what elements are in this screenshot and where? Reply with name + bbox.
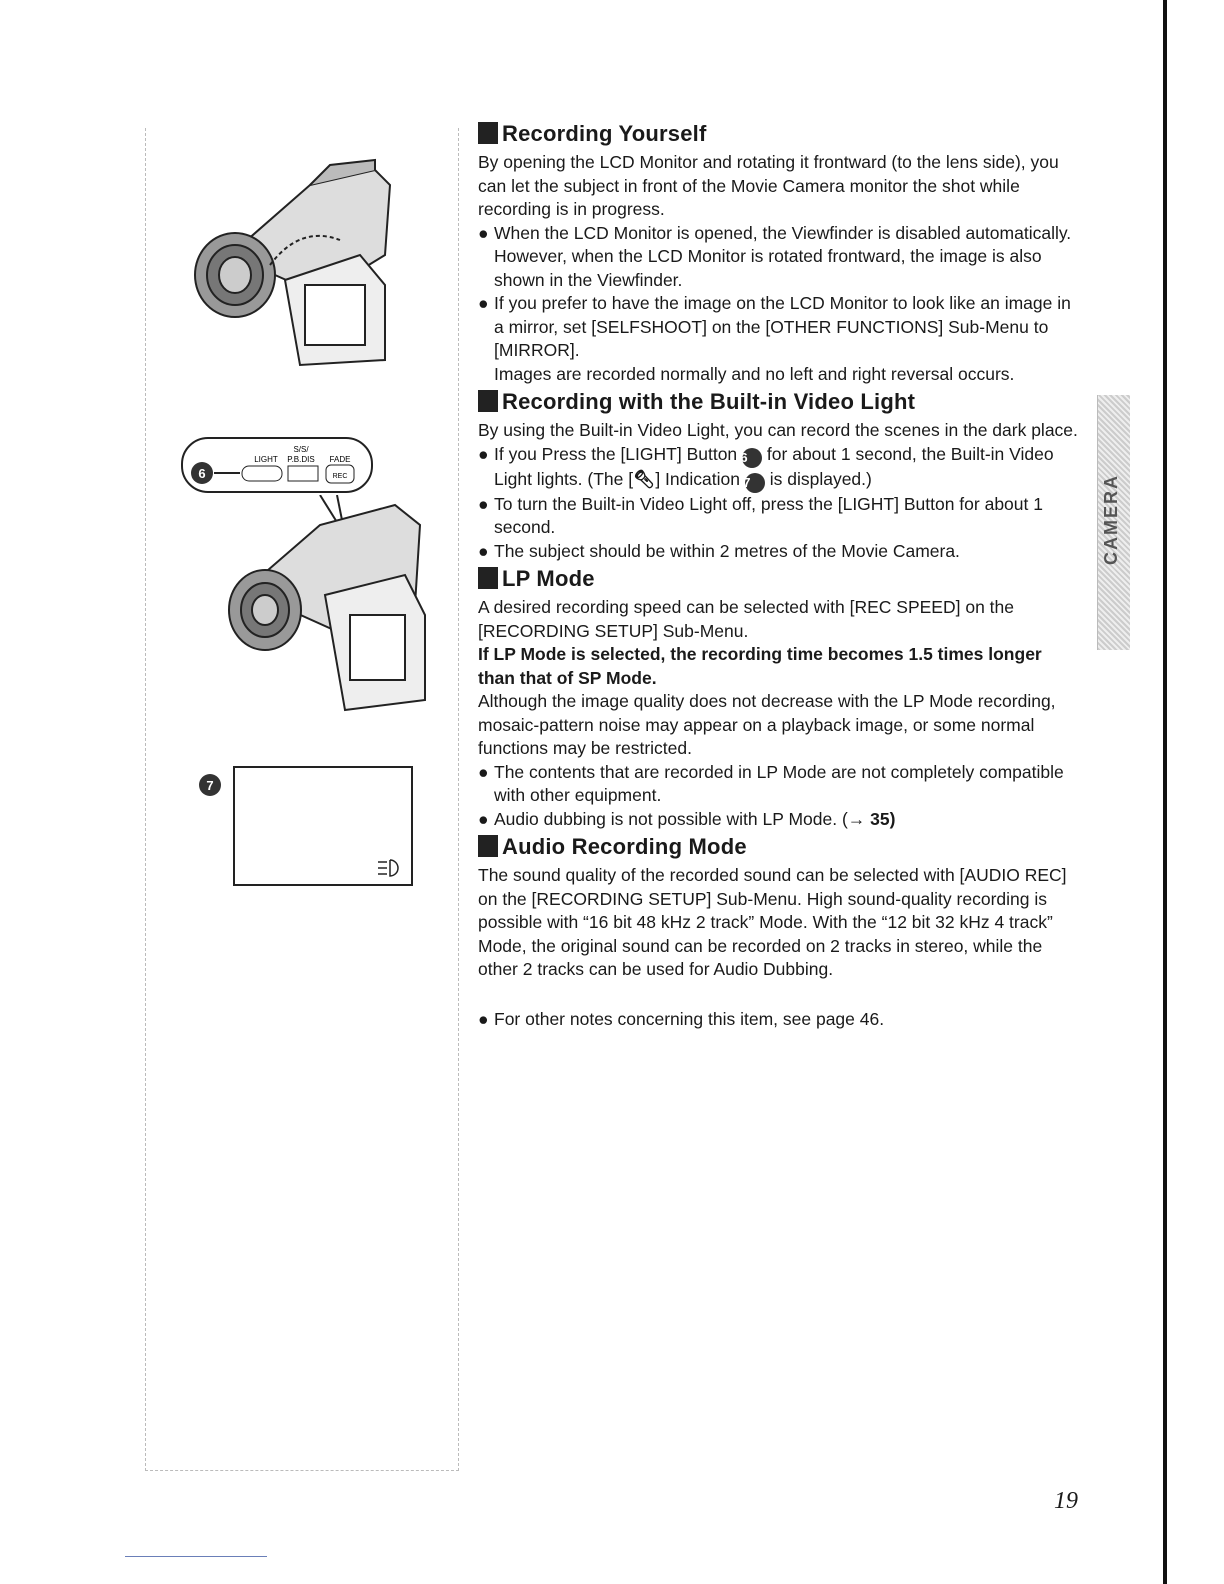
section-tab-label: CAMERA — [1101, 474, 1121, 565]
footnote: ● For other notes concerning this item, see page 46. — [478, 1008, 1078, 1032]
list-item-continuation: Images are recorded normally and no left and right reversal occurs. — [494, 363, 1015, 384]
callout-7-label: 7 — [206, 778, 214, 793]
panel-label-rec: REC — [332, 473, 348, 480]
page-number: 19 — [1054, 1488, 1078, 1514]
video-light-intro: By using the Built-in Video Light, you can record the scenes in the dark place. — [478, 420, 1078, 440]
heading-square-icon — [478, 122, 498, 144]
panel-label-light: LIGHT — [254, 455, 278, 464]
bullet-icon: ● — [478, 293, 489, 313]
audio-mode-body: The sound quality of the recorded sound can be selected with [AUDIO REC] on the [RECORDING SETUP] Sub-Menu. High sound-quality recording is possible with “16 bit 48 kHz 2 track” Mode. With the “12 bit 32 kHz 4 track” Mode, the original sound can be recorded on 2 tracks in stereo, while the other 2 tracks can be used for Audio Dubbing. — [478, 865, 1067, 979]
list-item: ● The contents that are recorded in LP Mode are not completely compatible with other equipment. — [478, 761, 1064, 805]
panel-label-fade: FADE — [329, 455, 351, 464]
bottom-rule — [125, 1556, 267, 1557]
list-item: ● When the LCD Monitor is opened, the Viewfinder is disabled automatically. However, when the LCD Monitor is rotated frontward, the image is also shown in the Viewfinder. — [478, 222, 1072, 290]
camcorder-selfshoot-illustration — [190, 145, 410, 375]
list-item: ● Audio dubbing is not possible with LP Mode. (→ 35) — [478, 808, 1078, 832]
lcd-indication-screen — [198, 765, 418, 890]
list-item: ● If you prefer to have the image on the LCD Monitor to look like an image in a mirror, set [SELFSHOOT] on the [OTHER FUNCTIONS] Sub-Menu to [MIRROR]. — [478, 293, 1071, 360]
arrow-icon: → — [847, 808, 866, 829]
heading-audio-mode: Audio Recording Mode — [478, 833, 1078, 861]
camcorder-light-illustration — [225, 495, 440, 720]
heading-square-icon — [478, 567, 498, 589]
heading-square-icon — [478, 835, 498, 857]
callout-6-badge: 6 — [742, 448, 762, 468]
list-item: ● To turn the Built-in Video Light off, press the [LIGHT] Button for about 1 second. — [478, 493, 1043, 537]
bullet-icon: ● — [478, 761, 489, 782]
text-column — [478, 118, 1078, 1031]
heading-video-light: Recording with the Built-in Video Light — [478, 388, 1078, 416]
heading-lp-mode: LP Mode — [478, 565, 1078, 593]
lp-mode-intro: A desired recording speed can be selected with [REC SPEED] on the [RECORDING SETUP] Sub-Menu. — [478, 597, 1014, 641]
bullet-icon: ● — [478, 493, 489, 514]
page-edge-rule — [1163, 0, 1167, 1584]
callout-7-badge: 7 — [745, 473, 765, 493]
panel-label-pbdis: P.B.DIS — [287, 455, 315, 464]
list-item: ● The subject should be within 2 metres of the Movie Camera. — [478, 540, 1078, 564]
panel-label-ss: S/S/ — [293, 445, 309, 454]
bullet-icon: ● — [478, 443, 489, 464]
bullet-icon: ● — [478, 1008, 489, 1029]
callout-6-label: 6 — [198, 466, 206, 481]
video-light-indicator-icon: 🔦︎ — [633, 468, 656, 489]
heading-square-icon — [478, 390, 498, 412]
list-item: ● If you Press the [LIGHT] Button 6 for about 1 second, the Built-in Video Light lights. (The [🔦︎] Indication 7 is displayed.) — [478, 443, 1078, 493]
lp-mode-body: Although the image quality does not decrease with the LP Mode recording, mosaic-pattern noise may appear on a playback image, or some normal functions may be restricted. — [478, 691, 1056, 758]
bullet-icon: ● — [478, 808, 489, 829]
section-tab — [1097, 395, 1130, 650]
recording-yourself-intro: By opening the LCD Monitor and rotating it frontward (to the lens side), you can let the subject in front of the Movie Camera monitor the shot while recording is in progress. — [478, 152, 1059, 219]
lp-mode-emphasis: If LP Mode is selected, the recording time becomes 1.5 times longer than that of SP Mode. — [478, 644, 1042, 688]
bullet-icon: ● — [478, 540, 489, 561]
bullet-icon: ● — [478, 222, 489, 243]
button-panel-callout — [180, 436, 375, 496]
heading-recording-yourself: Recording Yourself — [478, 120, 1078, 148]
